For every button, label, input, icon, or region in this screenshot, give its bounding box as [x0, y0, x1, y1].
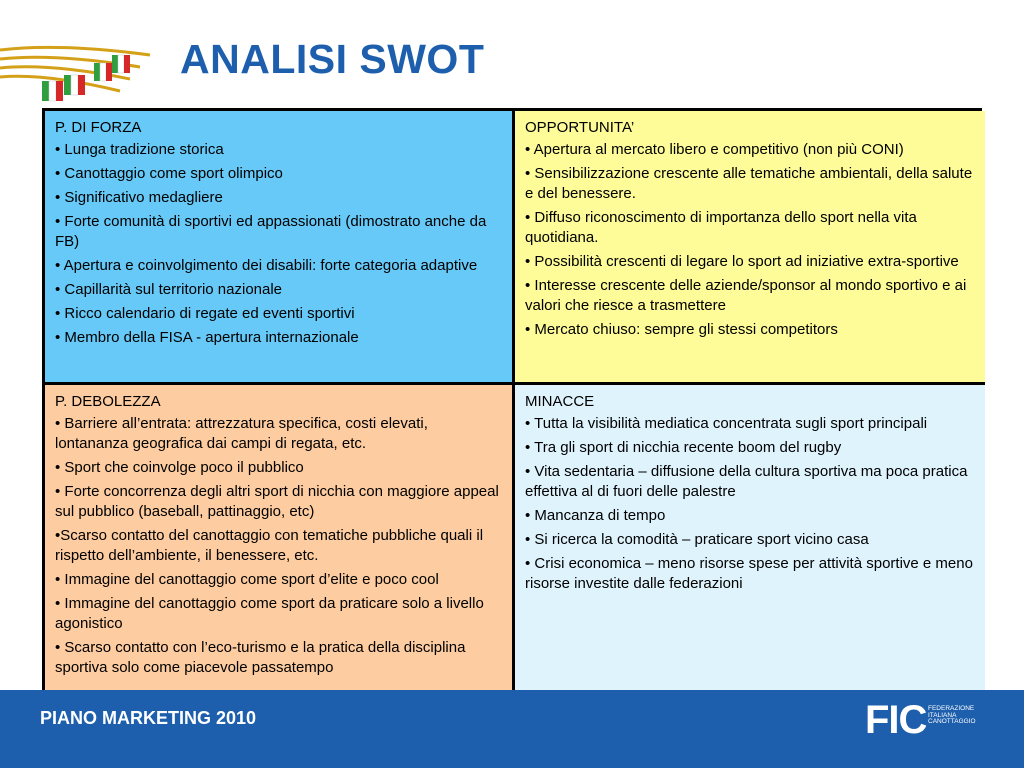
strengths-quadrant — [45, 111, 512, 385]
opportunities-title: OPPORTUNITA’ — [525, 119, 635, 136]
opportunities-quadrant — [515, 111, 985, 385]
footer-bar — [0, 690, 1024, 768]
threats-title: MINACCE — [525, 393, 595, 410]
list-item: • Interesse crescente delle aziende/sponsor al mondo sportivo e ai valori che riesce a trasmettere — [525, 277, 967, 314]
page-title: ANALISI SWOT — [180, 36, 485, 82]
list-item: • Capillarità sul territorio nazionale — [55, 281, 283, 298]
strengths-title: P. DI FORZA — [55, 119, 142, 136]
list-item: • Membro della FISA - apertura internazionale — [55, 329, 359, 346]
fic-logo-text — [928, 706, 976, 726]
weaknesses-quadrant — [45, 385, 512, 690]
fic-logo-line: ITALIANA — [928, 711, 957, 719]
list-item: • Diffuso riconoscimento di importanza dello sport nella vita quotidiana. — [525, 209, 917, 246]
list-item: • Sport che coinvolge poco il pubblico — [55, 459, 304, 476]
threats-quadrant — [515, 385, 985, 690]
list-item: • Tutta la visibilità mediatica concentrata sugli sport principali — [525, 415, 928, 432]
list-item: • Crisi economica – meno risorse spese per attività sportive e meno risorse investite dalle federazioni — [525, 555, 973, 592]
list-item: • Vita sedentaria – diffusione della cultura sportiva ma poca pratica effettiva al di fuori delle palestre — [525, 463, 968, 500]
list-item: • Lunga tradizione storica — [55, 141, 224, 158]
fic-logo-line: FEDERAZIONE — [928, 705, 975, 712]
fic-logo — [865, 700, 995, 740]
list-item: • Scarso contatto con l’eco-turismo e la pratica della disciplina sportiva solo come piacevole passatempo — [55, 639, 466, 676]
list-item: • Immagine del canottaggio come sport d’elite e poco cool — [55, 571, 439, 588]
list-item: • Forte concorrenza degli altri sport di nicchia con maggiore appeal sul pubblico (baseball, pattinaggio, etc) — [55, 483, 499, 520]
list-item: • Barriere all’entrata: attrezzatura specifica, costi elevati, lontananza geografica dai campi di regata, etc. — [55, 415, 428, 452]
list-item: • Canottaggio come sport olimpico — [55, 165, 283, 182]
list-item: • Apertura al mercato libero e competitivo (non più CONI) — [525, 141, 904, 158]
swot-grid — [42, 108, 982, 690]
list-item: • Si ricerca la comodità – praticare sport vicino casa — [525, 531, 869, 548]
fic-logo-line: CANOTTAGGIO — [928, 718, 976, 725]
list-item: • Ricco calendario di regate ed eventi sportivi — [55, 305, 355, 322]
list-item: • Immagine del canottaggio come sport da praticare solo a livello agonistico — [55, 595, 484, 632]
list-item: • Forte comunità di sportivi ed appassionati (dimostrato anche da FB) — [55, 213, 487, 250]
list-item: • Sensibilizzazione crescente alle tematiche ambientali, della salute e del benessere. — [525, 165, 973, 202]
list-item: • Significativo medagliere — [55, 189, 223, 206]
list-item: • Possibilità crescenti di legare lo sport ad iniziative extra-sportive — [525, 253, 959, 270]
list-item: • Mancanza di tempo — [525, 507, 666, 524]
weaknesses-title: P. DEBOLEZZA — [55, 393, 161, 410]
footer-title: PIANO MARKETING 2010 — [40, 708, 257, 728]
fic-logo-letters: FIC — [865, 698, 927, 742]
list-item: •Scarso contatto del canottaggio con tematiche pubbliche quali il rispetto dell’ambiente, il benessere, etc. — [55, 527, 484, 564]
list-item: • Mercato chiuso: sempre gli stessi competitors — [525, 321, 838, 338]
rowing-flags-logo-icon — [0, 35, 170, 115]
list-item: • Tra gli sport di nicchia recente boom del rugby — [525, 439, 842, 456]
list-item: • Apertura e coinvolgimento dei disabili: forte categoria adaptive — [55, 257, 478, 274]
